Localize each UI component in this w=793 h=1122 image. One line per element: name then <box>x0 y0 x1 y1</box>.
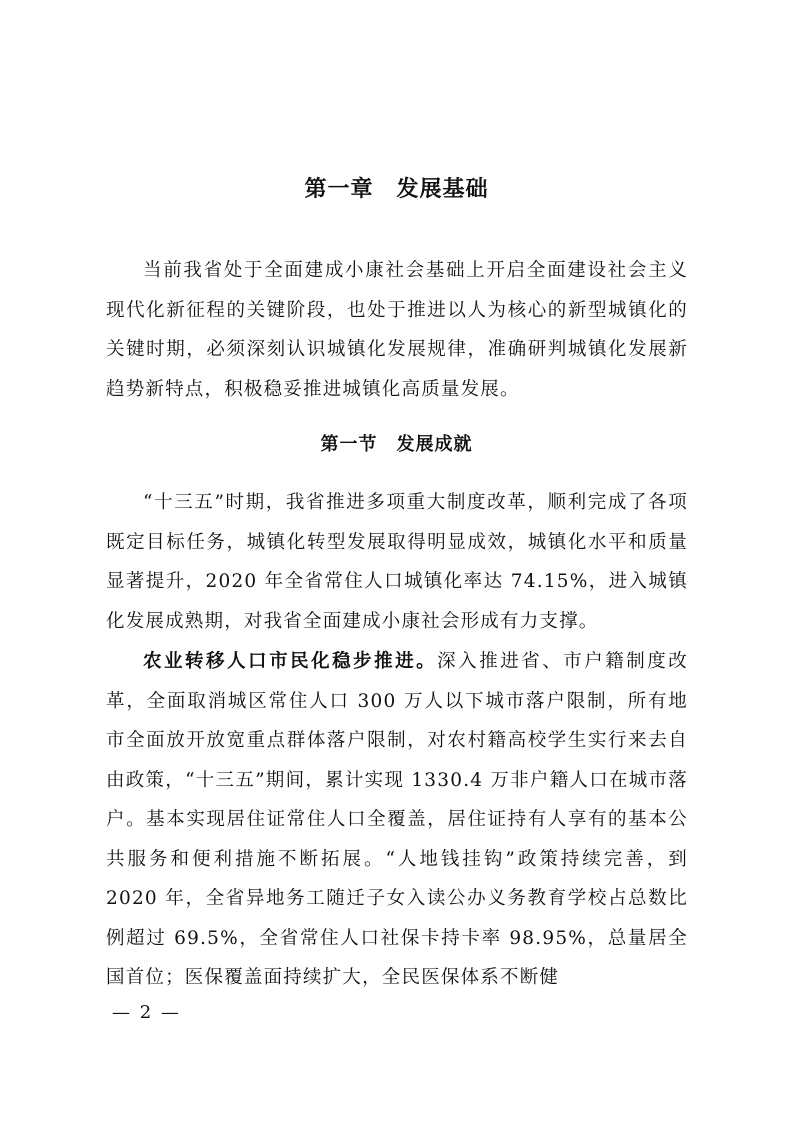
page-number: — 2 — <box>112 1002 181 1023</box>
section-title: 第一节 发展成就 <box>320 434 473 455</box>
point-body-text: 深入推进省、市户籍制度改革，全面取消城区常住人口 300 万人以下城市落户限制，所有地市全面放开放宽重点群体落户限制，对农村籍高校学生实行来去自由政策，“十三五”期间，累计实现 1330.4 万非户籍人口在城市落户。基本实现居住证常住人口全覆盖，居住证持有人享有的基本公共服务和便利措施不断拓展。“人地钱挂钩”政策持续完善，到 2020 年，全省异地务工随迁子女入读公办义务教育学校占总数比例超过 69.5%，全省常住人口社保卡持卡率 98.95%，总量居全国首位；医保覆盖面持续扩大，全民医保体系不断健 <box>106 651 688 988</box>
section-summary-paragraph: “十三五”时期，我省推进多项重大制度改革，顺利完成了各项既定目标任务，城镇化转型发展取得明显成效，城镇化水平和质量显著提升，2020 年全省常住人口城镇化率达 74.15%，进入城镇化发展成熟期，对我省全面建成小康社会形成有力支撑。 <box>106 492 688 632</box>
point-lead-sentence: 农业转移人口市民化稳步推进。 <box>143 651 438 672</box>
chapter-title: 第一章 发展基础 <box>304 177 489 202</box>
chapter-intro-paragraph: 当前我省处于全面建成小康社会基础上开启全面建设社会主义现代化新征程的关键阶段，也处于推进以人为核心的新型城镇化的关键时期，必须深刻认识城镇化发展规律，准确研判城镇化发展新趋势新特点，积极稳妥推进城镇化高质量发展。 <box>106 260 688 400</box>
point-paragraph <box>106 642 688 998</box>
